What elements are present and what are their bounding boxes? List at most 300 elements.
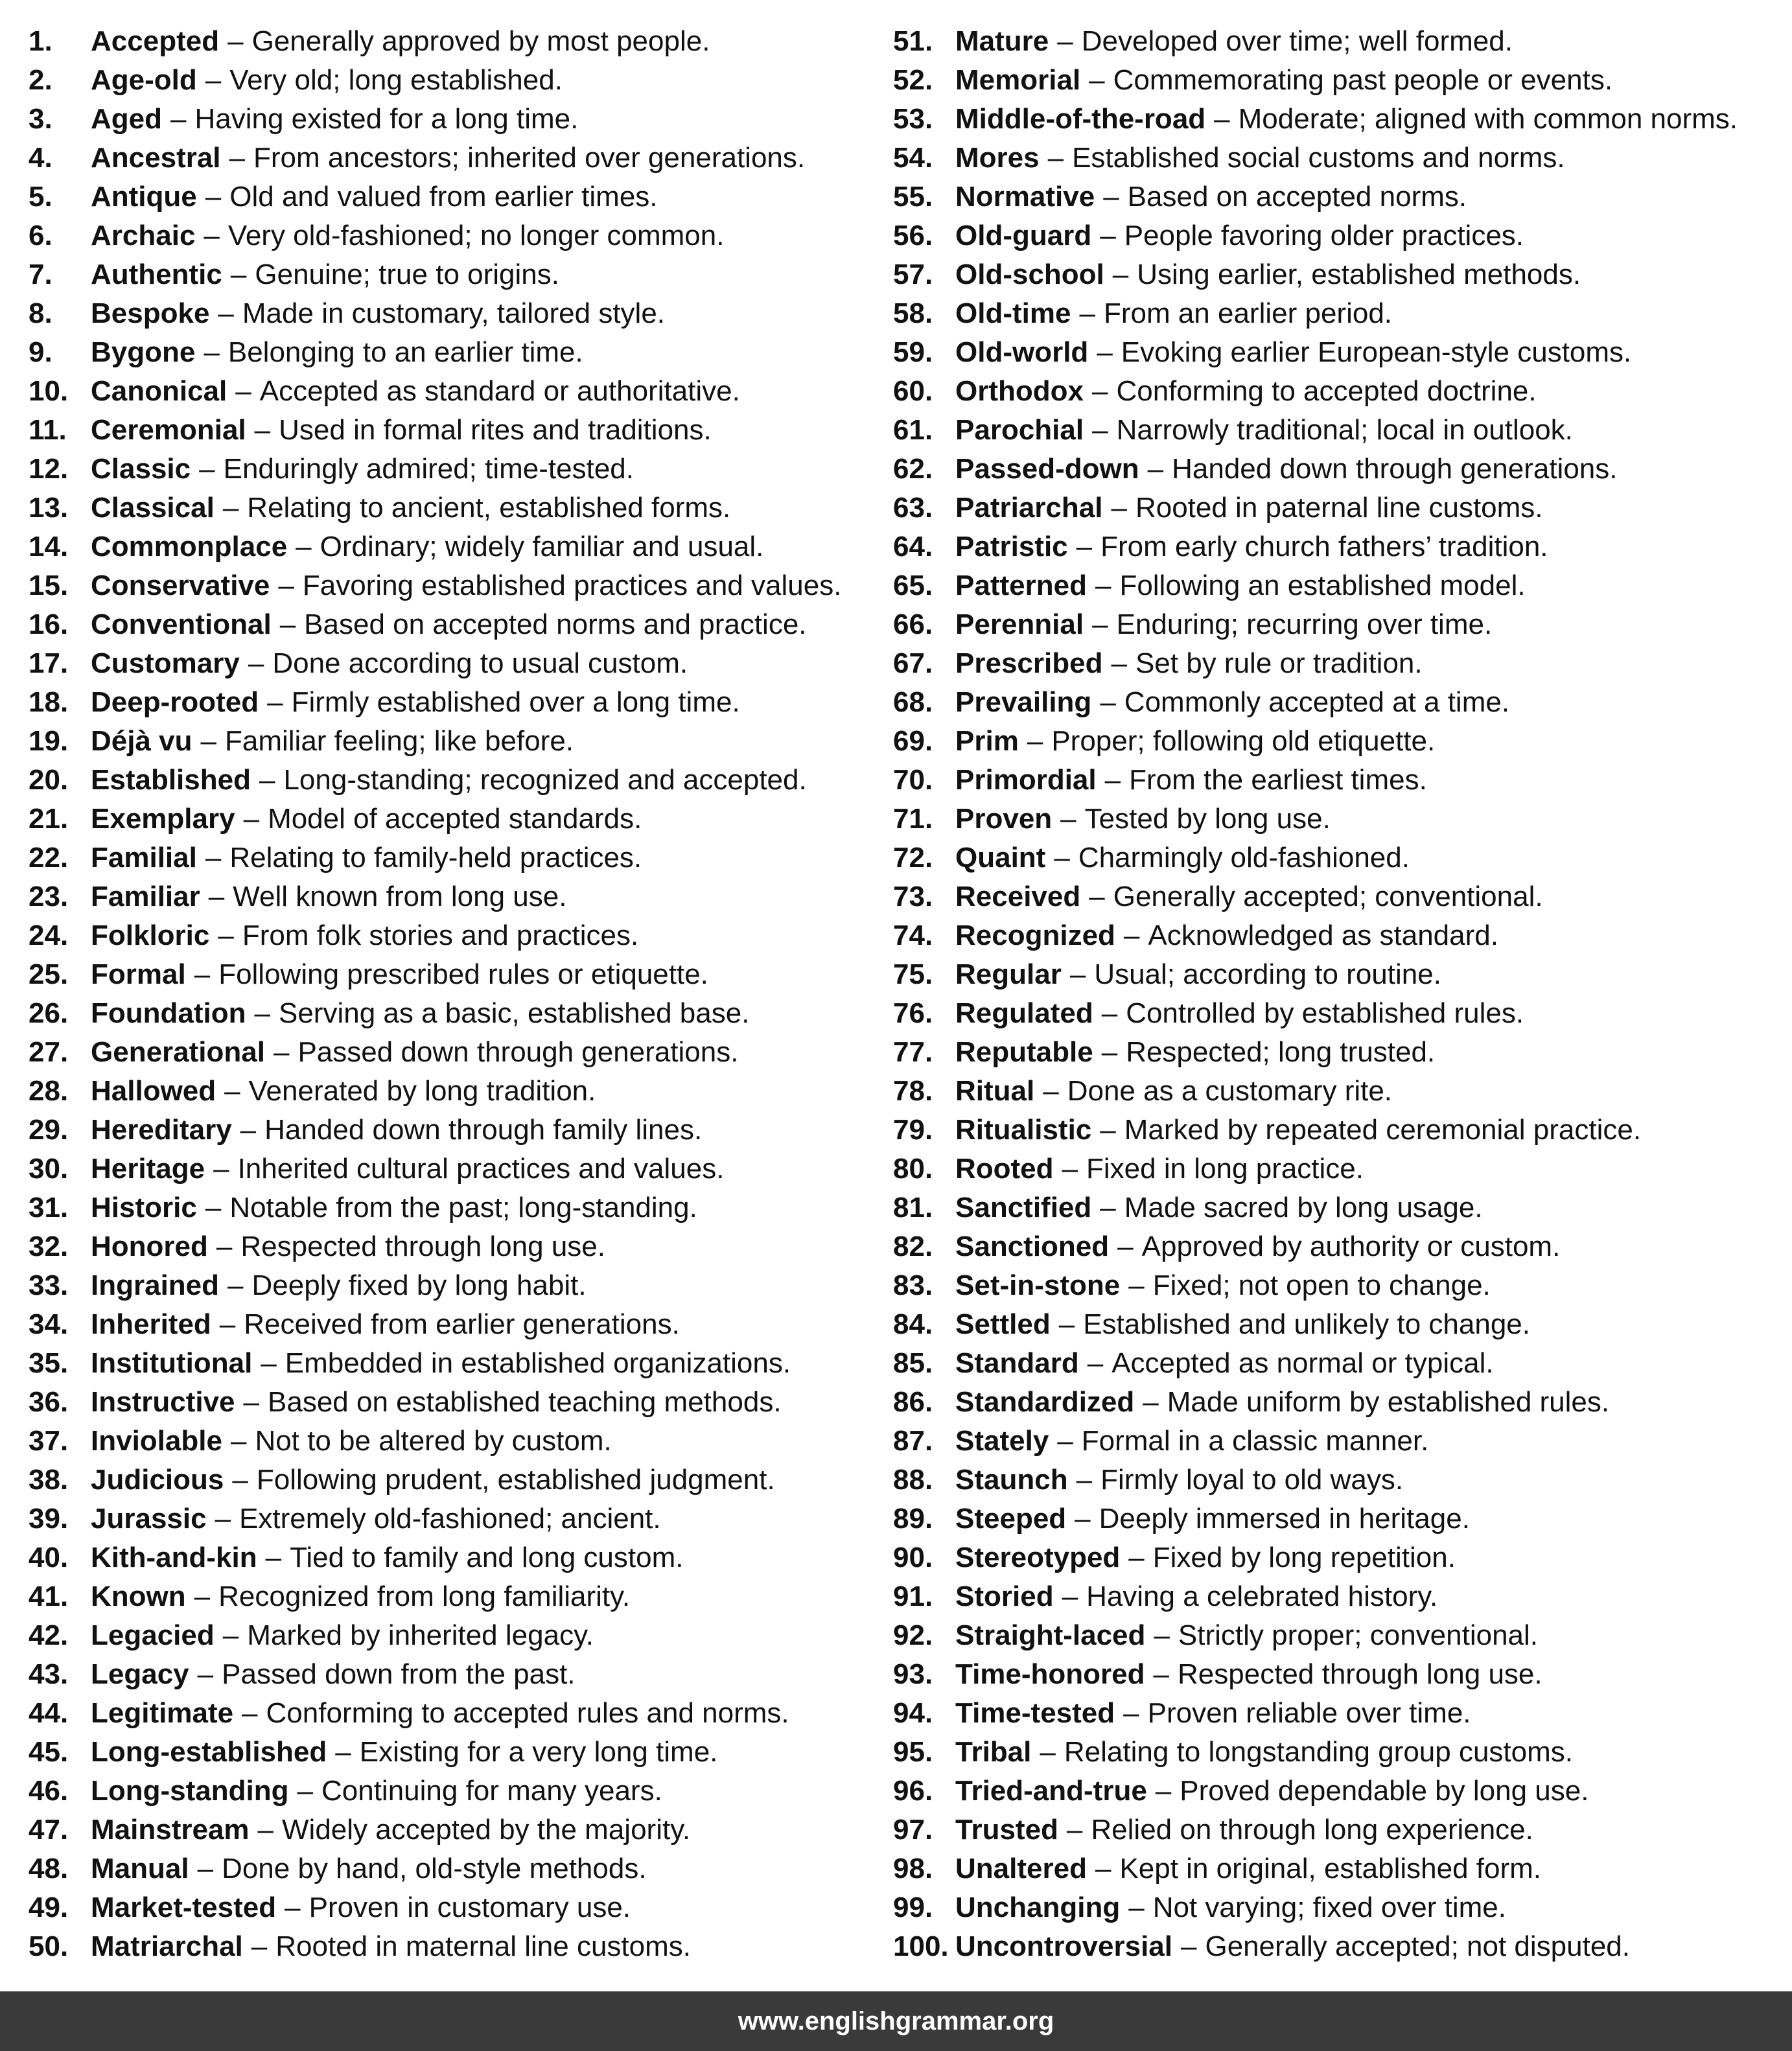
entry-dash: – xyxy=(227,25,244,57)
entry-number: 36. xyxy=(29,1386,69,1418)
word-entry xyxy=(29,1811,890,1849)
entry-dash: – xyxy=(1069,958,1086,990)
entry-dash: – xyxy=(1091,375,1108,407)
entry-number: 13. xyxy=(29,492,69,524)
word-entry xyxy=(893,411,1787,450)
entry-dash: – xyxy=(265,1542,282,1573)
entry-term: Canonical xyxy=(91,375,227,407)
entry-dash: – xyxy=(1214,103,1230,135)
entry-term: Mature xyxy=(955,25,1049,57)
entry-number: 25. xyxy=(29,958,69,990)
entry-definition: From ancestors; inherited over generations. xyxy=(253,142,806,174)
entry-definition: Formal in a classic manner. xyxy=(1081,1425,1429,1457)
entry-definition: Used in formal rites and traditions. xyxy=(279,414,712,446)
entry-definition: From early church fathers’ tradition. xyxy=(1100,531,1548,562)
entry-term: Sanctioned xyxy=(955,1231,1110,1262)
entry-term: Established xyxy=(91,764,251,796)
entry-definition: Firmly established over a long time. xyxy=(291,686,740,718)
word-entry xyxy=(893,372,1787,411)
entry-definition: Set by rule or tradition. xyxy=(1135,647,1423,679)
entry-dash: – xyxy=(1040,1736,1056,1768)
entry-term: Long-established xyxy=(91,1736,327,1768)
entry-definition: Fixed by long repetition. xyxy=(1152,1542,1456,1573)
entry-dash: – xyxy=(1104,764,1121,796)
word-entry xyxy=(893,1033,1787,1072)
word-entry xyxy=(29,411,890,450)
entry-term: Matriarchal xyxy=(91,1930,243,1962)
word-entry xyxy=(29,605,890,644)
entry-term: Stately xyxy=(955,1425,1049,1457)
word-entry xyxy=(29,372,890,411)
entry-dash: – xyxy=(205,64,222,96)
entry-definition: Venerated by long tradition. xyxy=(248,1075,596,1107)
entry-dash: – xyxy=(208,881,225,912)
entry-number: 79. xyxy=(893,1114,933,1146)
entry-dash: – xyxy=(1100,1192,1116,1223)
entry-definition: Very old-fashioned; no longer common. xyxy=(227,220,725,251)
entry-number: 3. xyxy=(29,103,52,135)
entry-number: 30. xyxy=(29,1153,69,1185)
entry-definition: Generally approved by most people. xyxy=(251,25,710,57)
entry-number: 76. xyxy=(893,997,933,1029)
entry-term: Ritual xyxy=(955,1075,1035,1107)
entry-dash: – xyxy=(215,1503,231,1535)
entry-definition: Commemorating past people or events. xyxy=(1113,64,1613,96)
entry-term: Exemplary xyxy=(91,803,235,835)
entry-term: Hallowed xyxy=(91,1075,216,1107)
word-entry xyxy=(893,255,1787,294)
entry-term: Instructive xyxy=(91,1386,235,1418)
entry-term: Bygone xyxy=(91,336,196,368)
entry-term: Conservative xyxy=(91,570,270,601)
entry-term: Kith-and-kin xyxy=(91,1542,257,1573)
entry-term: Ancestral xyxy=(91,142,221,174)
word-entry xyxy=(29,1227,890,1266)
word-entry xyxy=(893,877,1787,916)
entry-dash: – xyxy=(222,1619,239,1651)
word-entry xyxy=(29,1655,890,1694)
entry-term: Reputable xyxy=(955,1036,1093,1068)
word-entry xyxy=(893,605,1787,644)
entry-number: 91. xyxy=(893,1581,933,1612)
entry-term: Staunch xyxy=(955,1464,1068,1496)
word-entry xyxy=(29,800,890,839)
entry-term: Unchanging xyxy=(955,1892,1121,1923)
entry-dash: – xyxy=(1095,1853,1111,1884)
entry-dash: – xyxy=(251,1930,268,1962)
entry-term: Authentic xyxy=(91,259,222,290)
word-entry xyxy=(29,139,890,178)
entry-term: Ritualistic xyxy=(955,1114,1092,1146)
entry-definition: Handed down through family lines. xyxy=(264,1114,703,1146)
entry-definition: Proper; following old etiquette. xyxy=(1051,725,1436,757)
entry-term: Patristic xyxy=(955,531,1068,562)
word-entry xyxy=(29,178,890,216)
entry-term: Long-standing xyxy=(91,1775,289,1807)
entry-number: 49. xyxy=(29,1892,69,1923)
entry-number: 85. xyxy=(893,1347,933,1379)
entry-dash: – xyxy=(1057,25,1073,57)
entry-dash: – xyxy=(199,453,215,485)
entry-number: 4. xyxy=(29,142,52,174)
entry-number: 72. xyxy=(893,842,933,874)
word-entry xyxy=(893,839,1787,877)
entry-term: Customary xyxy=(91,647,240,679)
entry-number: 33. xyxy=(29,1269,69,1301)
entry-definition: Inherited cultural practices and values. xyxy=(237,1153,725,1185)
entry-dash: – xyxy=(204,220,220,251)
word-entry xyxy=(893,1422,1787,1461)
entry-dash: – xyxy=(1087,1347,1104,1379)
entry-number: 53. xyxy=(893,103,933,135)
entry-number: 32. xyxy=(29,1231,69,1262)
entry-dash: – xyxy=(224,1075,240,1107)
entry-term: Passed-down xyxy=(955,453,1139,485)
entry-number: 86. xyxy=(893,1386,933,1418)
entry-number: 88. xyxy=(893,1464,933,1496)
entry-definition: Proven reliable over time. xyxy=(1147,1697,1471,1729)
word-entry xyxy=(29,1188,890,1227)
entry-number: 6. xyxy=(29,220,52,251)
entry-definition: Following prescribed rules or etiquette. xyxy=(218,958,708,990)
entry-term: Ingrained xyxy=(91,1269,220,1301)
entry-number: 55. xyxy=(893,181,933,213)
entry-term: Conventional xyxy=(91,608,272,640)
entry-number: 87. xyxy=(893,1425,933,1457)
entry-number: 59. xyxy=(893,336,933,368)
entry-term: Generational xyxy=(91,1036,265,1068)
entry-dash: – xyxy=(227,1269,244,1301)
entry-definition: Passed down through generations. xyxy=(297,1036,739,1068)
word-entry xyxy=(29,1927,890,1966)
entry-term: Standard xyxy=(955,1347,1079,1379)
word-entry xyxy=(893,1150,1787,1188)
entry-term: Mainstream xyxy=(91,1814,250,1846)
entry-definition: Widely accepted by the majority. xyxy=(282,1814,691,1846)
entry-definition: Enduring; recurring over time. xyxy=(1116,608,1493,640)
entry-definition: Relied on through long experience. xyxy=(1091,1814,1533,1846)
word-entry xyxy=(29,1344,890,1383)
entry-definition: Made in customary, tailored style. xyxy=(242,297,666,329)
entry-term: Primordial xyxy=(955,764,1097,796)
entry-dash: – xyxy=(197,1853,214,1884)
word-entry xyxy=(893,1111,1787,1150)
entry-dash: – xyxy=(1101,1036,1118,1068)
entry-definition: From the earliest times. xyxy=(1129,764,1427,796)
word-entry xyxy=(29,100,890,139)
entry-dash: – xyxy=(218,920,234,951)
entry-dash: – xyxy=(222,492,239,524)
entry-term: Inherited xyxy=(91,1308,211,1340)
word-entry xyxy=(29,1072,890,1111)
entry-number: 10. xyxy=(29,375,69,407)
entry-definition: Belonging to an earlier time. xyxy=(227,336,583,368)
entry-number: 58. xyxy=(893,297,933,329)
entry-dash: – xyxy=(1079,297,1095,329)
word-entry xyxy=(29,1616,890,1655)
entry-definition: Generally accepted; conventional. xyxy=(1113,881,1543,912)
entry-dash: – xyxy=(1128,1269,1145,1301)
entry-number: 65. xyxy=(893,570,933,601)
entry-definition: Genuine; true to origins. xyxy=(255,259,559,290)
entry-number: 37. xyxy=(29,1425,69,1457)
word-entry xyxy=(893,1188,1787,1227)
entry-dash: – xyxy=(205,842,222,874)
entry-dash: – xyxy=(205,181,222,213)
entry-definition: Proven in customary use. xyxy=(308,1892,631,1923)
entry-dash: – xyxy=(1058,1308,1075,1340)
word-entry xyxy=(893,1072,1787,1111)
entry-dash: – xyxy=(1128,1542,1145,1573)
entry-term: Foundation xyxy=(91,997,246,1029)
entry-term: Regulated xyxy=(955,997,1093,1029)
entry-definition: Recognized from long familiarity. xyxy=(218,1581,631,1612)
word-entry xyxy=(893,1500,1787,1538)
entry-number: 54. xyxy=(893,142,933,174)
word-entry xyxy=(893,1733,1787,1772)
entry-number: 24. xyxy=(29,920,69,951)
entry-definition: Relating to longstanding group customs. xyxy=(1064,1736,1574,1768)
entry-dash: – xyxy=(170,103,187,135)
word-entry xyxy=(893,1266,1787,1305)
entry-term: Legitimate xyxy=(91,1697,234,1729)
word-entry xyxy=(893,566,1787,605)
entry-dash: – xyxy=(1047,142,1064,174)
entry-number: 21. xyxy=(29,803,69,835)
entry-dash: – xyxy=(1180,1930,1197,1962)
entry-definition: Tested by long use. xyxy=(1084,803,1331,835)
entry-term: Standardized xyxy=(955,1386,1135,1418)
word-entry xyxy=(893,1577,1787,1616)
entry-definition: Ordinary; widely familiar and usual. xyxy=(320,531,764,562)
word-entry xyxy=(893,489,1787,527)
entry-term: Prescribed xyxy=(955,647,1103,679)
entry-number: 41. xyxy=(29,1581,69,1612)
entry-dash: – xyxy=(1111,647,1127,679)
entry-term: Old-guard xyxy=(955,220,1092,251)
entry-dash: – xyxy=(1101,997,1118,1029)
word-entry xyxy=(29,1383,890,1422)
entry-dash: – xyxy=(1060,803,1076,835)
entry-number: 57. xyxy=(893,259,933,290)
entry-term: Jurassic xyxy=(91,1503,207,1535)
entry-number: 46. xyxy=(29,1775,69,1807)
entry-number: 89. xyxy=(893,1503,933,1535)
entry-definition: Fixed; not open to change. xyxy=(1152,1269,1491,1301)
entry-dash: – xyxy=(1123,1697,1139,1729)
entry-definition: Not to be altered by custom. xyxy=(255,1425,612,1457)
word-entry xyxy=(893,800,1787,839)
entry-definition: Continuing for many years. xyxy=(321,1775,662,1807)
entry-dash: – xyxy=(1089,881,1105,912)
entry-number: 52. xyxy=(893,64,933,96)
entry-definition: Marked by inherited legacy. xyxy=(247,1619,594,1651)
entry-number: 22. xyxy=(29,842,69,874)
word-entry xyxy=(893,178,1787,216)
entry-term: Old-world xyxy=(955,336,1089,368)
entry-number: 64. xyxy=(893,531,933,562)
entry-definition: Made uniform by established rules. xyxy=(1167,1386,1610,1418)
entry-dash: – xyxy=(200,725,216,757)
word-entry xyxy=(29,1538,890,1577)
entry-definition: Familiar feeling; like before. xyxy=(225,725,574,757)
entry-definition: Fixed in long practice. xyxy=(1086,1153,1364,1185)
entry-term: Antique xyxy=(91,181,197,213)
word-list-left-column xyxy=(29,22,890,1966)
entry-definition: Very old; long established. xyxy=(229,64,563,96)
entry-dash: – xyxy=(1128,1892,1145,1923)
entry-dash: – xyxy=(230,1425,247,1457)
entry-definition: Kept in original, established form. xyxy=(1119,1853,1542,1884)
entry-dash: – xyxy=(1095,570,1111,601)
entry-definition: Old and valued from earlier times. xyxy=(229,181,658,213)
entry-number: 7. xyxy=(29,259,52,290)
entry-definition: Commonly accepted at a time. xyxy=(1124,686,1510,718)
entry-term: Set-in-stone xyxy=(955,1269,1121,1301)
entry-definition: Based on accepted norms and practice. xyxy=(304,608,807,640)
entry-dash: – xyxy=(1143,1386,1159,1418)
entry-dash: – xyxy=(1076,531,1093,562)
entry-term: Familial xyxy=(91,842,197,874)
entry-number: 73. xyxy=(893,881,933,912)
entry-term: Straight-laced xyxy=(955,1619,1146,1651)
footer-website-url[interactable]: www.englishgrammar.org xyxy=(738,2006,1054,2035)
entry-term: Prim xyxy=(955,725,1019,757)
word-entry xyxy=(29,916,890,955)
word-entry xyxy=(893,1461,1787,1500)
entry-dash: – xyxy=(229,142,246,174)
entry-dash: – xyxy=(240,1114,257,1146)
entry-number: 2. xyxy=(29,64,52,96)
entry-dash: – xyxy=(1027,725,1043,757)
entry-number: 60. xyxy=(893,375,933,407)
entry-number: 31. xyxy=(29,1192,69,1223)
word-entry xyxy=(893,1383,1787,1422)
entry-definition: Well known from long use. xyxy=(233,881,567,912)
entry-number: 8. xyxy=(29,297,52,329)
entry-dash: – xyxy=(257,1814,274,1846)
word-entry xyxy=(29,294,890,333)
entry-number: 92. xyxy=(893,1619,933,1651)
entry-number: 99. xyxy=(893,1892,933,1923)
entry-number: 81. xyxy=(893,1192,933,1223)
entry-dash: – xyxy=(259,764,275,796)
entry-number: 48. xyxy=(29,1853,69,1884)
word-entry xyxy=(893,1655,1787,1694)
entry-dash: – xyxy=(254,414,271,446)
entry-definition: Accepted as normal or typical. xyxy=(1111,1347,1494,1379)
entry-definition: Respected; long trusted. xyxy=(1126,1036,1436,1068)
entry-definition: Following an established model. xyxy=(1119,570,1526,601)
entry-definition: Following prudent, established judgment. xyxy=(256,1464,775,1496)
entry-number: 5. xyxy=(29,181,52,213)
entry-definition: Notable from the past; long-standing. xyxy=(229,1192,697,1223)
word-entry xyxy=(893,61,1787,100)
entry-dash: – xyxy=(1057,1425,1073,1457)
entry-definition: Done by hand, old-style methods. xyxy=(222,1853,647,1884)
entry-definition: Rooted in paternal line customs. xyxy=(1135,492,1543,524)
entry-number: 51. xyxy=(893,25,933,57)
entry-term: Unaltered xyxy=(955,1853,1087,1884)
entry-dash: – xyxy=(296,531,312,562)
word-entry xyxy=(893,333,1787,372)
entry-term: Familiar xyxy=(91,881,200,912)
entry-dash: – xyxy=(230,259,247,290)
word-entry xyxy=(893,994,1787,1033)
entry-term: Mores xyxy=(955,142,1040,174)
word-entry xyxy=(893,1888,1787,1927)
entry-definition: Accepted as standard or authoritative. xyxy=(259,375,740,407)
entry-dash: – xyxy=(219,1308,236,1340)
word-entry xyxy=(29,1461,890,1500)
entry-term: Proven xyxy=(955,803,1053,835)
entry-number: 29. xyxy=(29,1114,69,1146)
entry-definition: Using earlier, established methods. xyxy=(1137,259,1581,290)
entry-definition: Received from earlier generations. xyxy=(244,1308,680,1340)
entry-term: Accepted xyxy=(91,25,220,57)
entry-number: 93. xyxy=(893,1658,933,1690)
entry-definition: Rooted in maternal line customs. xyxy=(275,1930,691,1962)
entry-dash: – xyxy=(297,1775,313,1807)
entry-number: 56. xyxy=(893,220,933,251)
entry-term: Quaint xyxy=(955,842,1046,874)
word-entry xyxy=(29,255,890,294)
entry-definition: Respected through long use. xyxy=(240,1231,605,1262)
entry-dash: – xyxy=(204,336,220,368)
entry-number: 62. xyxy=(893,453,933,485)
entry-definition: Deeply immersed in heritage. xyxy=(1099,1503,1470,1535)
word-entry xyxy=(893,1772,1787,1811)
word-entry xyxy=(29,333,890,372)
entry-dash: – xyxy=(254,997,270,1029)
entry-number: 63. xyxy=(893,492,933,524)
entry-dash: – xyxy=(213,1153,229,1185)
entry-number: 100. xyxy=(893,1930,949,1962)
entry-term: Uncontroversial xyxy=(955,1930,1172,1962)
entry-number: 82. xyxy=(893,1231,933,1262)
entry-definition: Generally accepted; not disputed. xyxy=(1205,1930,1630,1962)
entry-term: Manual xyxy=(91,1853,189,1884)
entry-dash: – xyxy=(1066,1814,1083,1846)
entry-term: Sanctified xyxy=(955,1192,1092,1223)
entry-definition: From an earlier period. xyxy=(1103,297,1393,329)
entry-definition: Moderate; aligned with common norms. xyxy=(1238,103,1738,135)
entry-definition: Established social customs and norms. xyxy=(1072,142,1565,174)
word-entry xyxy=(29,450,890,489)
entry-number: 97. xyxy=(893,1814,933,1846)
entry-term: Folkloric xyxy=(91,920,210,951)
entry-term: Deep-rooted xyxy=(91,686,259,718)
entry-number: 96. xyxy=(893,1775,933,1807)
entry-term: Bespoke xyxy=(91,297,210,329)
entry-term: Rooted xyxy=(955,1153,1054,1185)
word-entry xyxy=(29,1733,890,1772)
word-entry xyxy=(893,1538,1787,1577)
word-entry xyxy=(893,22,1787,61)
entry-definition: Controlled by established rules. xyxy=(1126,997,1524,1029)
entry-definition: Charmingly old-fashioned. xyxy=(1078,842,1410,874)
word-entry xyxy=(29,216,890,255)
entry-definition: Developed over time; well formed. xyxy=(1081,25,1513,57)
entry-number: 61. xyxy=(893,414,933,446)
entry-number: 78. xyxy=(893,1075,933,1107)
entry-number: 47. xyxy=(29,1814,69,1846)
entry-dash: – xyxy=(248,647,264,679)
entry-dash: – xyxy=(1100,1114,1116,1146)
word-entry xyxy=(29,1849,890,1888)
entry-definition: Having existed for a long time. xyxy=(194,103,579,135)
entry-definition: Conforming to accepted rules and norms. xyxy=(266,1697,789,1729)
